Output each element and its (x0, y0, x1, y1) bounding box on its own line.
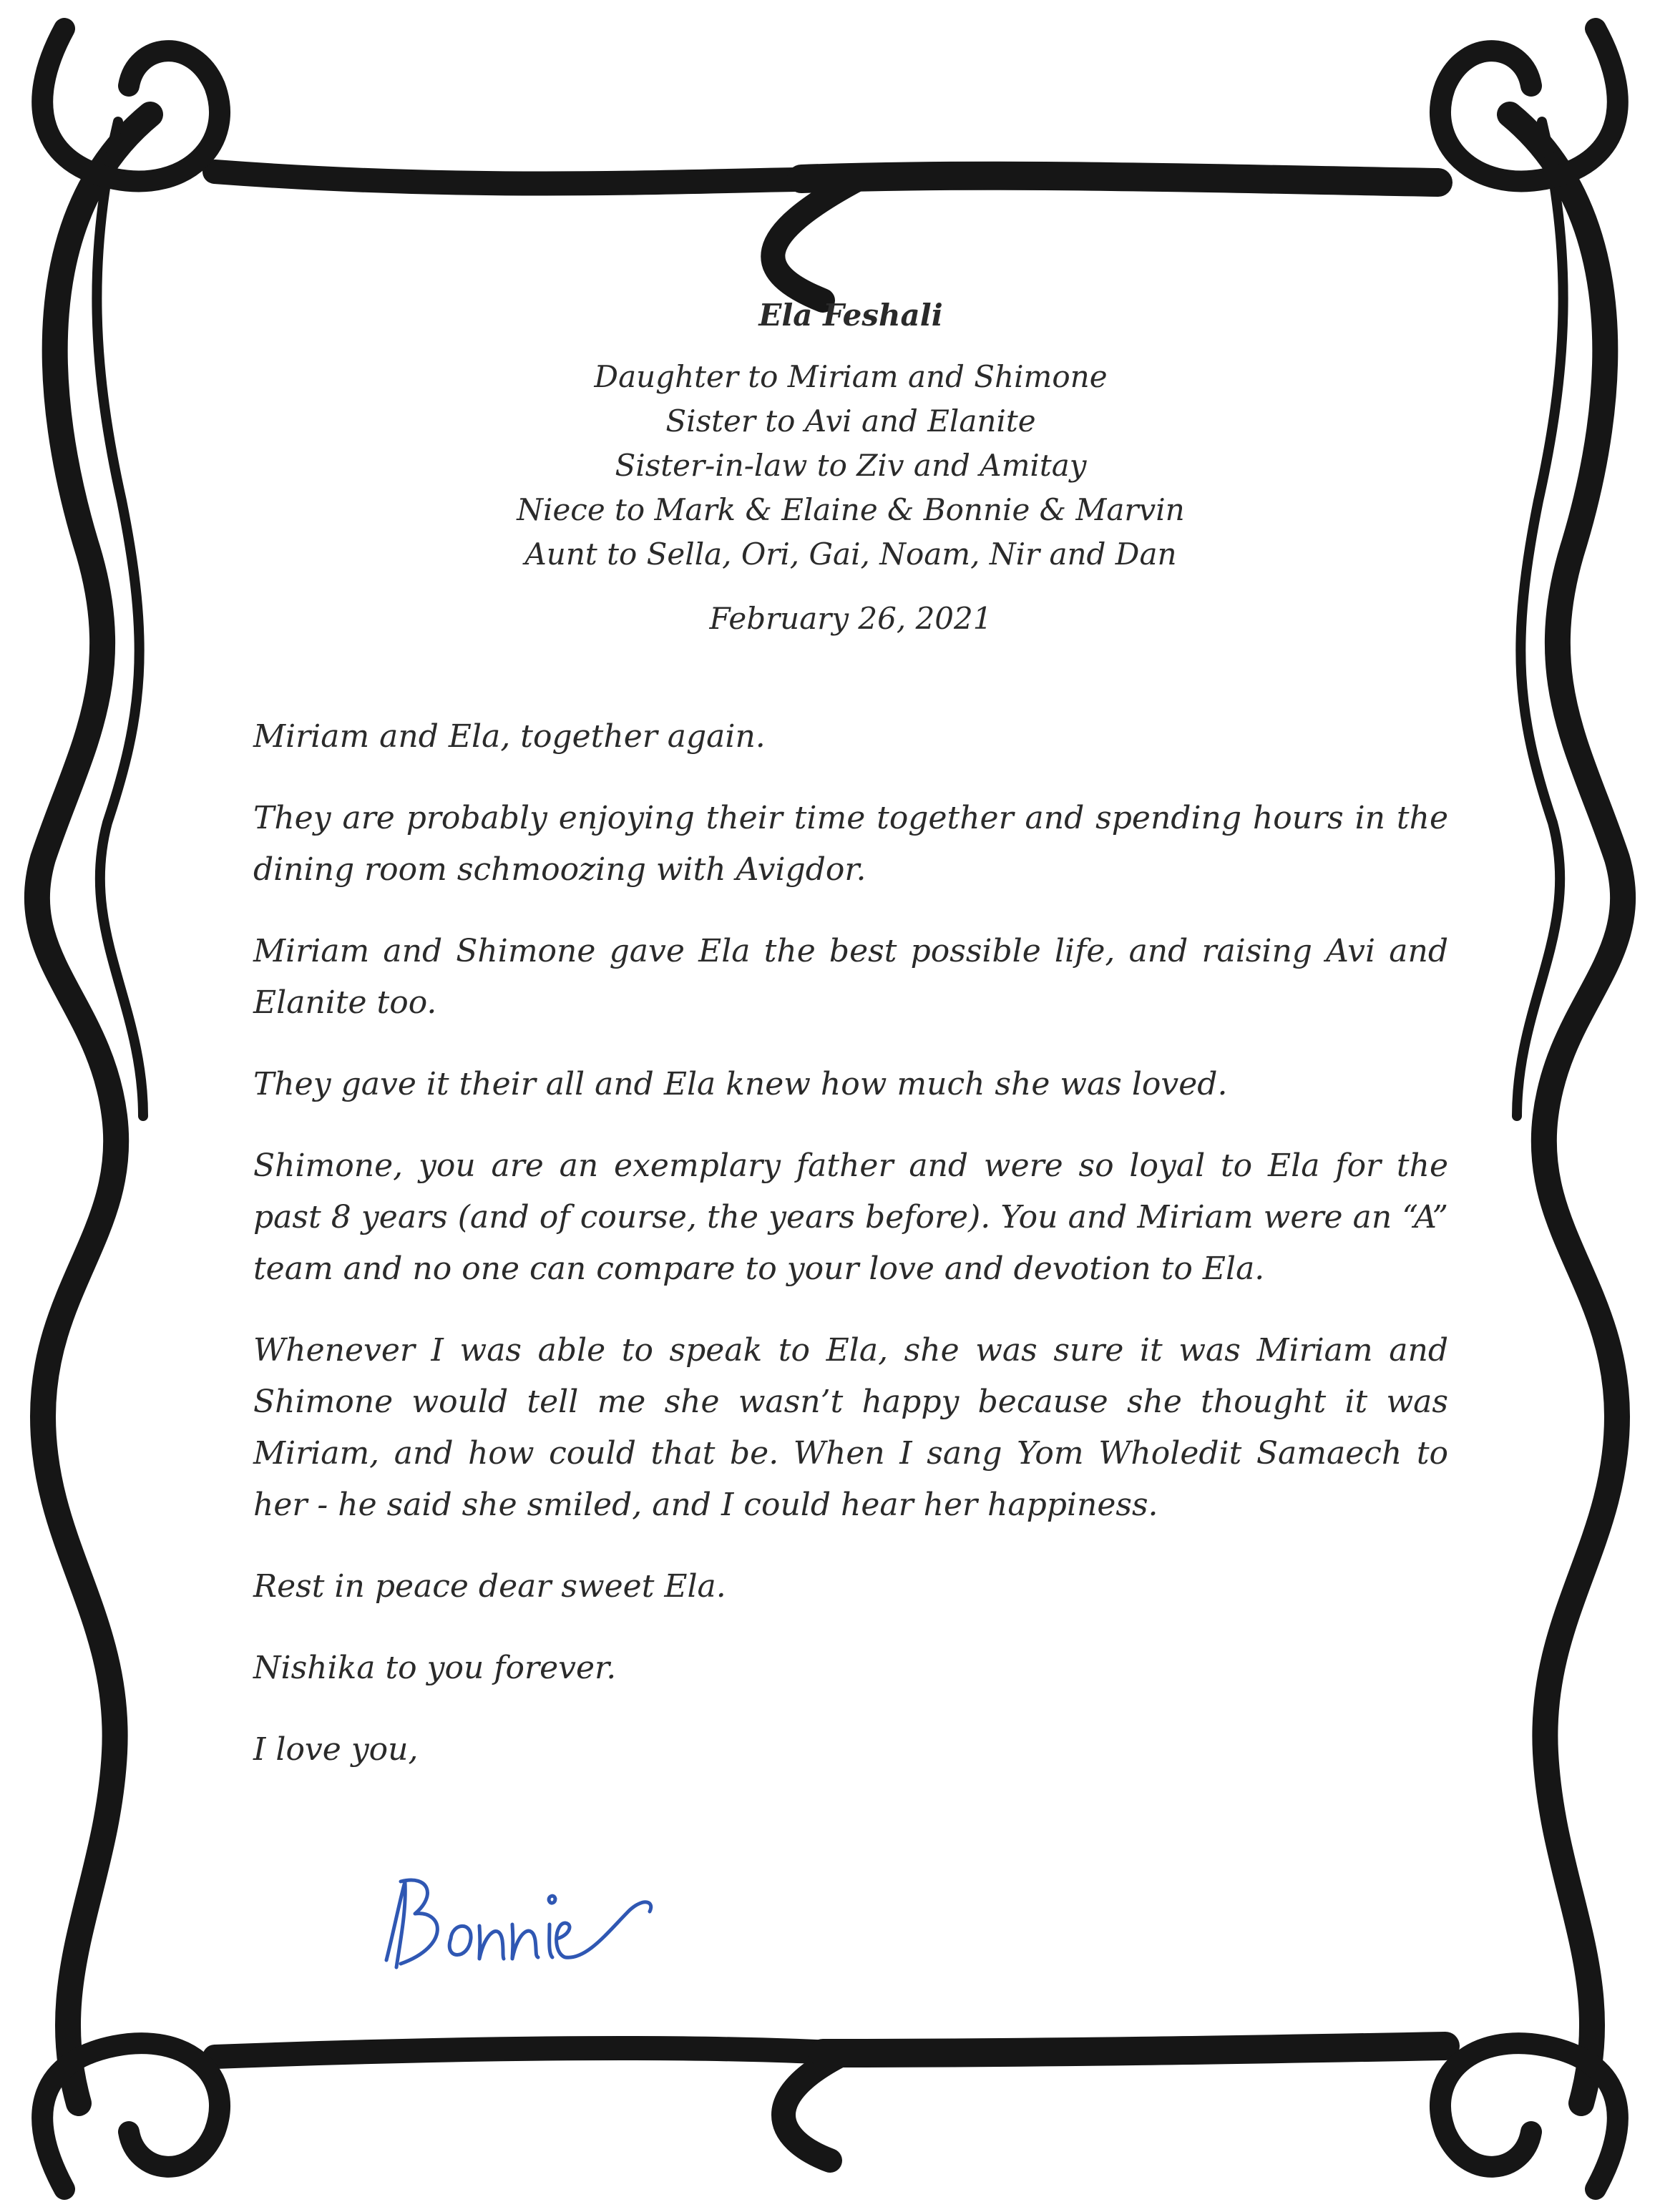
paragraph: Miriam and Ela, together again. (253, 718, 766, 755)
closing: I love you, (253, 1731, 419, 1768)
relation-line: Niece to Mark & Elaine & Bonnie & Marvin (517, 492, 1185, 527)
letter-body (253, 711, 1448, 1776)
letter (253, 293, 1448, 1806)
signature (372, 1846, 673, 1982)
paragraph: Whenever I was able to speak to Ela, she was sure it was Miriam and Shimone would tell me she wasn’t happy because she thought it was Miriam, and how could that be. When I sang Yom Wholedit Samaech to her - he said she smiled, and I could hear her happiness. (253, 1332, 1448, 1523)
paragraph: They gave it their all and Ela knew how much she was loved. (253, 1066, 1228, 1102)
letter-date: February 26, 2021 (709, 601, 992, 636)
relation-line: Sister-in-law to Ziv and Amitay (615, 448, 1087, 483)
paragraph: Shimone, you are an exemplary father and were so loyal to Ela for the past 8 years (and of course, the years before). You and Miriam were an “A” team and no one can compare to your love and devotion to Ela. (253, 1147, 1448, 1287)
relation-line: Aunt to Sella, Ori, Gai, Noam, Nir and Dan (524, 537, 1177, 572)
relation-line: Daughter to Miriam and Shimone (594, 359, 1108, 394)
letter-heading (253, 293, 1448, 641)
paragraph: Rest in peace dear sweet Ela. (253, 1568, 726, 1605)
paragraph: They are probably enjoying their time together and spending hours in the dining room schmoozing with Avigdor. (253, 800, 1448, 888)
paragraph: Miriam and Shimone gave Ela the best possible life, and raising Avi and Elanite too. (253, 933, 1448, 1021)
paragraph: Nishika to you forever. (253, 1650, 617, 1686)
relation-line: Sister to Avi and Elanite (665, 403, 1036, 439)
deceased-name: Ela Feshali (758, 298, 943, 333)
